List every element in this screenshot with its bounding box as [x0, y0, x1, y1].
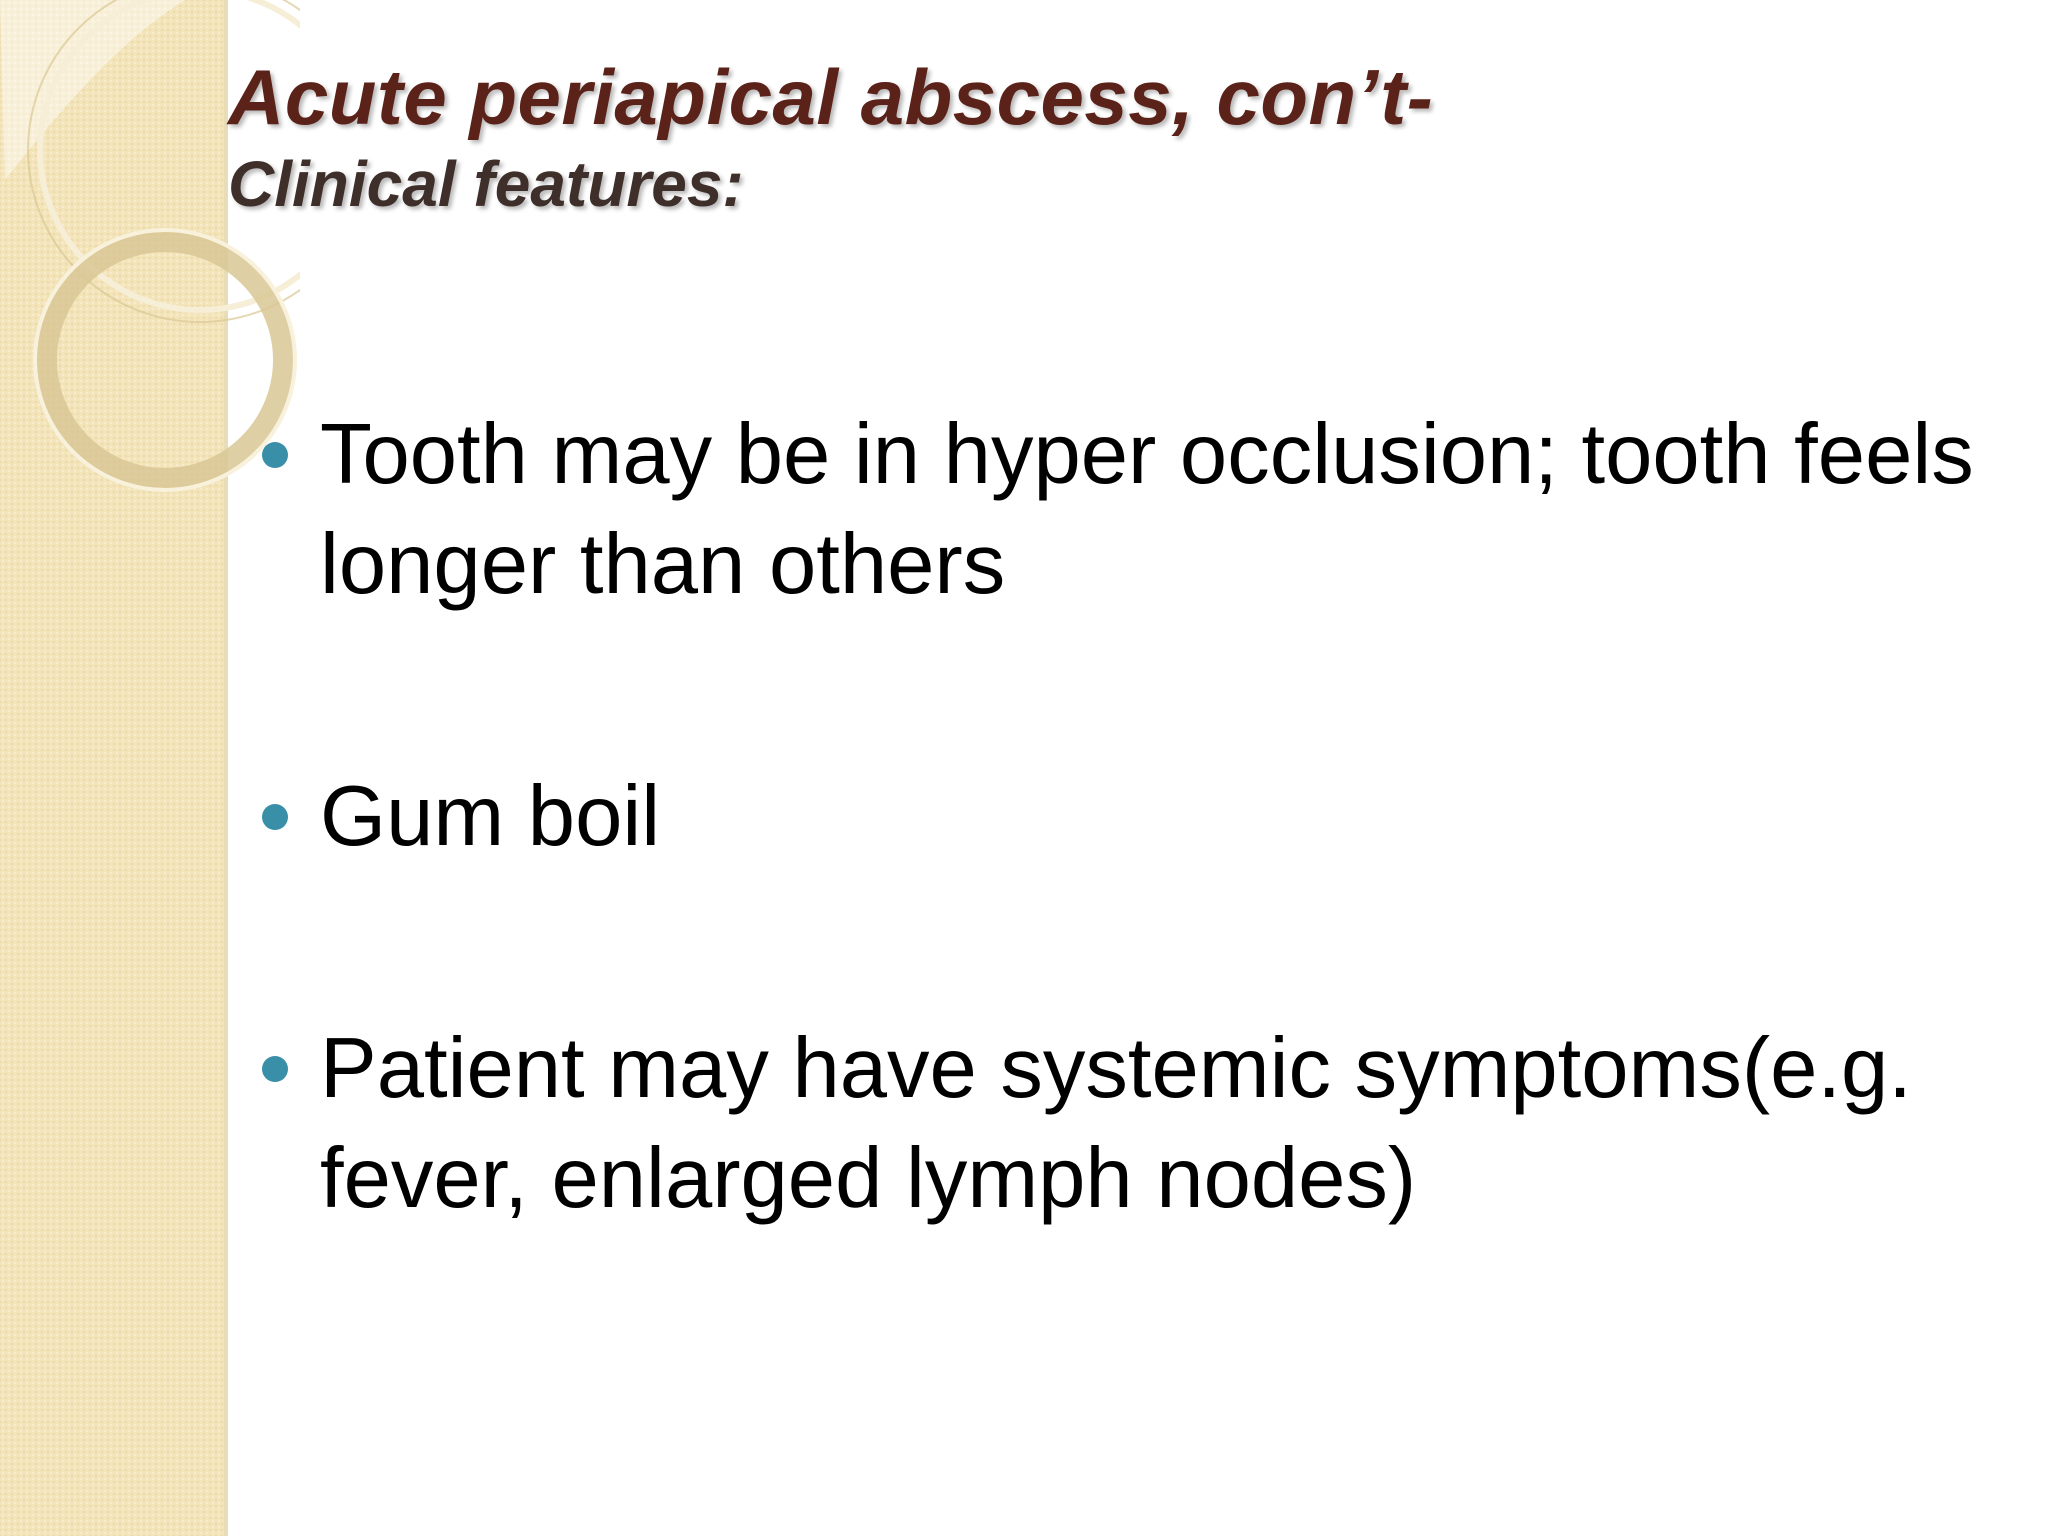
circle-bullet-icon	[262, 442, 288, 468]
circle-bullet-icon	[262, 1056, 288, 1082]
slide-title: Acute periapical abscess, con’t-	[228, 53, 1434, 141]
bullet-item	[262, 400, 2032, 620]
slide-subtitle: Clinical features:	[228, 148, 744, 220]
bullet-item	[262, 1014, 2032, 1234]
circle-bullet-icon	[262, 804, 288, 830]
bullet-list	[262, 400, 2032, 1234]
bullet-text: Gum boil	[320, 769, 661, 864]
bullet-text: Patient may have systemic symptoms(e.g. fever, enlarged lymph nodes)	[320, 1021, 1912, 1226]
title-block	[228, 50, 1928, 224]
bullet-item	[262, 762, 2032, 872]
bullet-text: Tooth may be in hyper occlusion; tooth feels longer than others	[320, 407, 1974, 612]
